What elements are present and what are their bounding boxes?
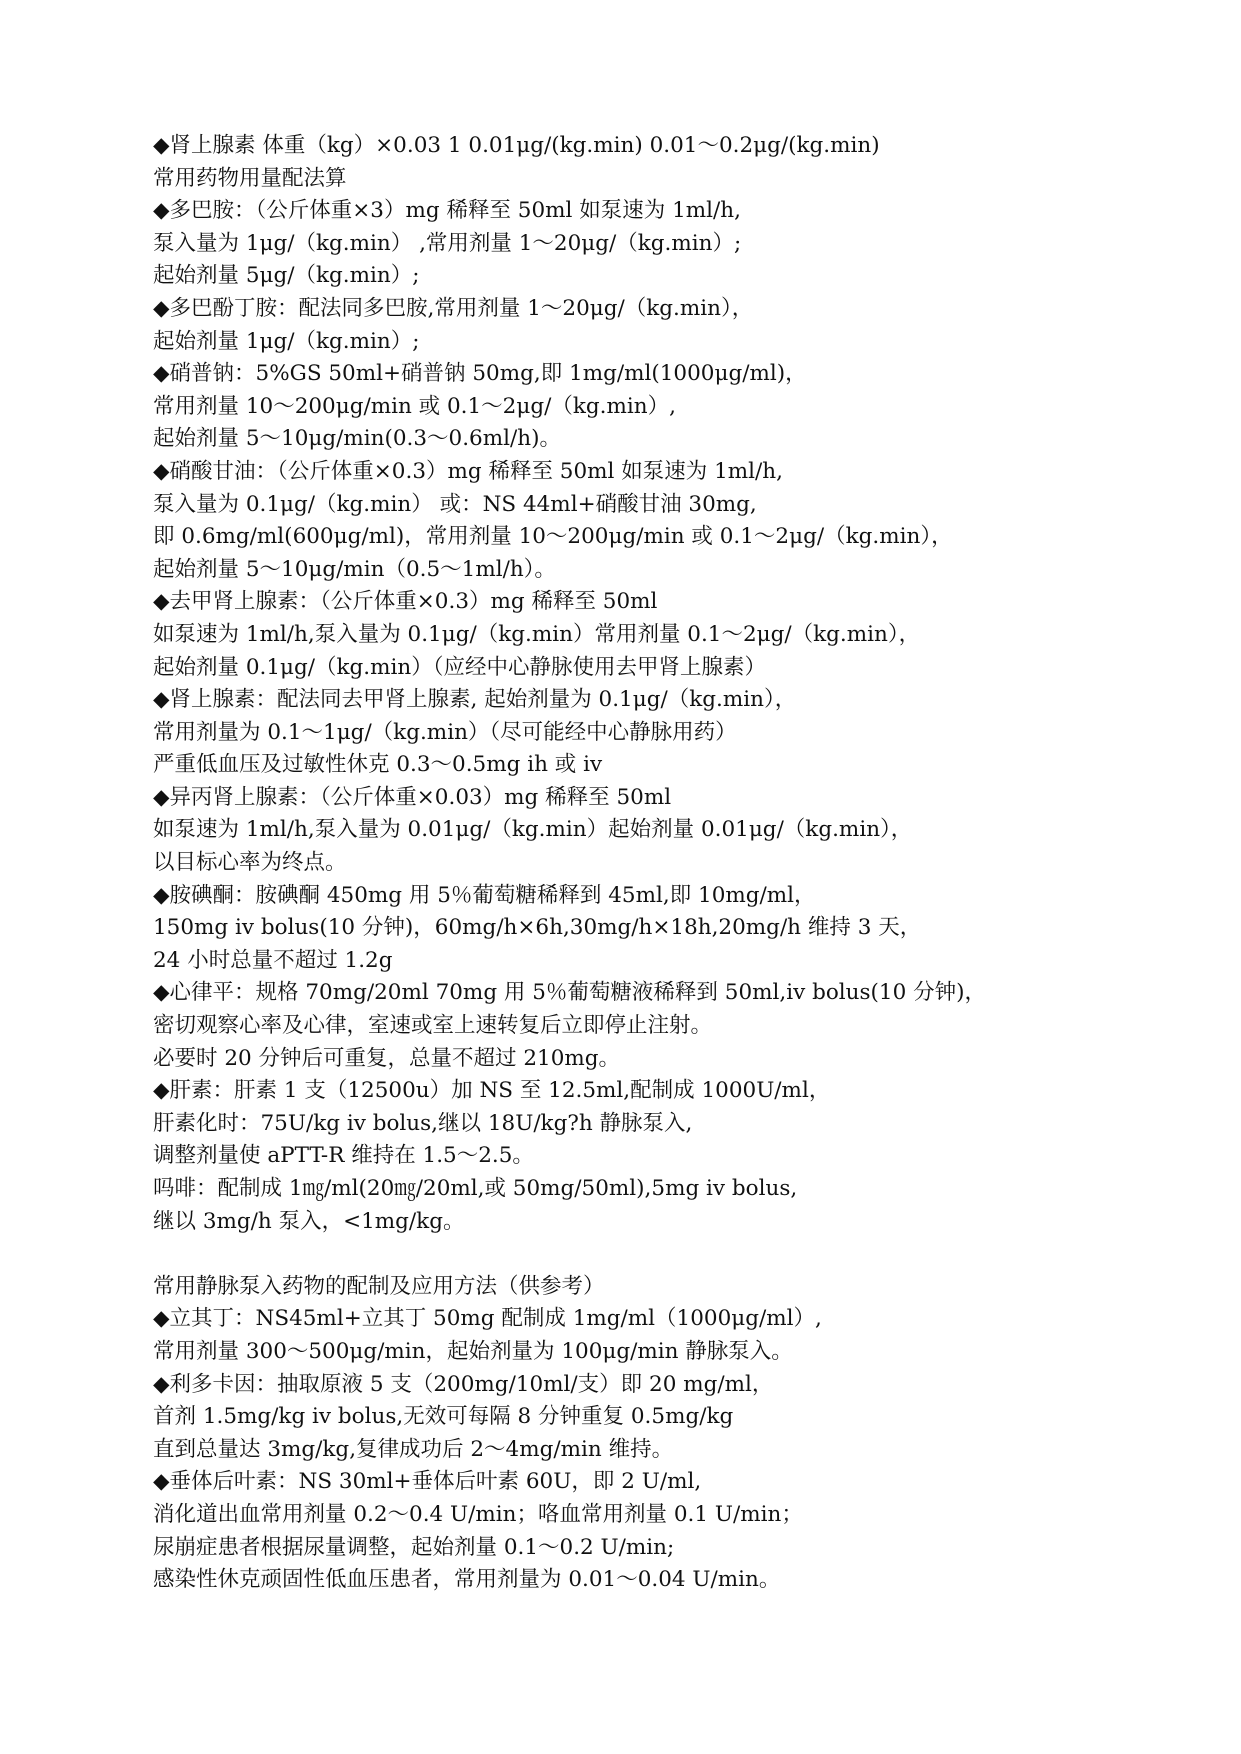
blank-line (153, 1238, 1193, 1271)
text-line: ◆胺碘酮：胺碘酮 450mg 用 5％葡萄糖稀释到 45ml,即 10mg/ml， (153, 882, 816, 908)
text-line: 如泵速为 1ml/h,泵入量为 0.1μg/（kg.min）常用剂量 0.1～2μg/（kg.min）， (153, 621, 921, 647)
text-line: 泵入量为 0.1μg/（kg.min） 或：NS 44ml+硝酸甘油 30mg, (153, 491, 757, 517)
text-line: ◆肾上腺素：配法同去甲肾上腺素, 起始剂量为 0.1μg/（kg.min）， (153, 687, 797, 713)
document-body (153, 130, 1193, 1597)
text-line: ◆硝酸甘油：（公斤体重×0.3）mg 稀释至 50ml 如泵速为 1ml/h, (153, 458, 783, 484)
text-line: 首剂 1.5mg/kg iv bolus,无效可每隔 8 分钟重复 0.5mg/kg (153, 1404, 734, 1430)
text-line: 常用剂量 10～200μg/min 或 0.1～2μg/（kg.min）, (153, 393, 676, 419)
text-line: 直到总量达 3mg/kg,复律成功后 2～4mg/min 维持。 (153, 1436, 674, 1462)
text-line: ◆肾上腺素 体重（kg）×0.03 1 0.01μg/(kg.min) 0.01～0.2μg/(kg.min) (153, 133, 880, 158)
text-line: 常用药物用量配法算 (153, 165, 347, 191)
text-line: 密切观察心率及心律，室速或室上速转复后立即停止注射。 (153, 1013, 713, 1039)
text-line: 继以 3mg/h 泵入，<1mg/kg。 (153, 1208, 465, 1234)
text-line: 如泵速为 1ml/h,泵入量为 0.01μg/（kg.min）起始剂量 0.01μg/（kg.min）， (153, 817, 913, 843)
text-line: 吗啡：配制成 1㎎/ml(20㎎/20ml,或 50mg/50ml),5mg iv bolus, (153, 1176, 798, 1201)
text-line: 以目标心率为终点。 (153, 850, 347, 876)
text-line: 常用剂量为 0.1～1μg/（kg.min）（尽可能经中心静脉用药） (153, 719, 737, 745)
text-line: ◆去甲肾上腺素：（公斤体重×0.3）mg 稀释至 50ml (153, 589, 658, 615)
section-heading: 常用静脉泵入药物的配制及应用方法（供参考） (153, 1273, 605, 1299)
text-line: ◆硝普钠：5%GS 50ml+硝普钠 50mg,即 1mg/ml(1000μg/ml)， (153, 361, 807, 387)
text-line: 即 0.6mg/ml(600μg/ml)，常用剂量 10～200μg/min 或 0.1～2μg/（kg.min）， (153, 524, 953, 550)
text-line: 消化道出血常用剂量 0.2～0.4 U/min；咯血常用剂量 0.1 U/min； (153, 1501, 803, 1527)
text-line: ◆多巴胺：（公斤体重×3）mg 稀释至 50ml 如泵速为 1ml/h, (153, 198, 741, 224)
text-line: 起始剂量 1μg/（kg.min）; (153, 328, 420, 354)
text-line: 必要时 20 分钟后可重复，总量不超过 210mg。 (153, 1045, 621, 1071)
text-line: 起始剂量 5～10μg/min(0.3～0.6ml/h)。 (153, 426, 561, 452)
text-line: 严重低血压及过敏性休克 0.3～0.5mg ih 或 iv (153, 752, 603, 778)
text-line: ◆垂体后叶素：NS 30ml+垂体后叶素 60U，即 2 U/ml, (153, 1469, 702, 1495)
text-line: 泵入量为 1μg/（kg.min） ,常用剂量 1～20μg/（kg.min）; (153, 230, 742, 256)
text-line: ◆多巴酚丁胺：配法同多巴胺,常用剂量 1～20μg/（kg.min）， (153, 295, 754, 321)
text-line: ◆心律平：规格 70mg/20ml 70mg 用 5％葡萄糖液稀释到 50ml,iv bolus(10 分钟)， (153, 980, 987, 1006)
text-line: ◆肝素：肝素 1 支（12500u）加 NS 至 12.5ml,配制成 1000U/ml， (153, 1078, 831, 1104)
text-line: 常用剂量 300～500μg/min，起始剂量为 100μg/min 静脉泵入。 (153, 1338, 793, 1364)
text-line: 起始剂量 0.1μg/（kg.min）（应经中心静脉使用去甲肾上腺素） (153, 654, 766, 680)
text-line: 尿崩症患者根据尿量调整，起始剂量 0.1～0.2 U/min; (153, 1534, 675, 1560)
text-line: 起始剂量 5～10μg/min（0.5～1ml/h）。 (153, 556, 556, 582)
text-line: 肝素化时：75U/kg iv bolus,继以 18U/kg?h 静脉泵入, (153, 1110, 693, 1136)
text-line: ◆异丙肾上腺素：（公斤体重×0.03）mg 稀释至 50ml (153, 784, 672, 810)
text-line: ◆利多卡因：抽取原液 5 支（200mg/10ml/支）即 20 mg/ml， (153, 1371, 774, 1397)
text-line: 调整剂量使 aPTT-R 维持在 1.5～2.5。 (153, 1143, 534, 1169)
text-line: 起始剂量 5μg/（kg.min）; (153, 263, 420, 289)
text-line: 感染性休克顽固性低血压患者，常用剂量为 0.01～0.04 U/min。 (153, 1567, 781, 1593)
text-line: ◆立其丁：NS45ml+立其丁 50mg 配制成 1mg/ml（1000μg/ml）, (153, 1306, 822, 1332)
text-line: 24 小时总量不超过 1.2g (153, 947, 393, 973)
text-line: 150mg iv bolus(10 分钟)，60mg/h×6h,30mg/h×18h,20mg/h 维持 3 天， (153, 915, 922, 941)
